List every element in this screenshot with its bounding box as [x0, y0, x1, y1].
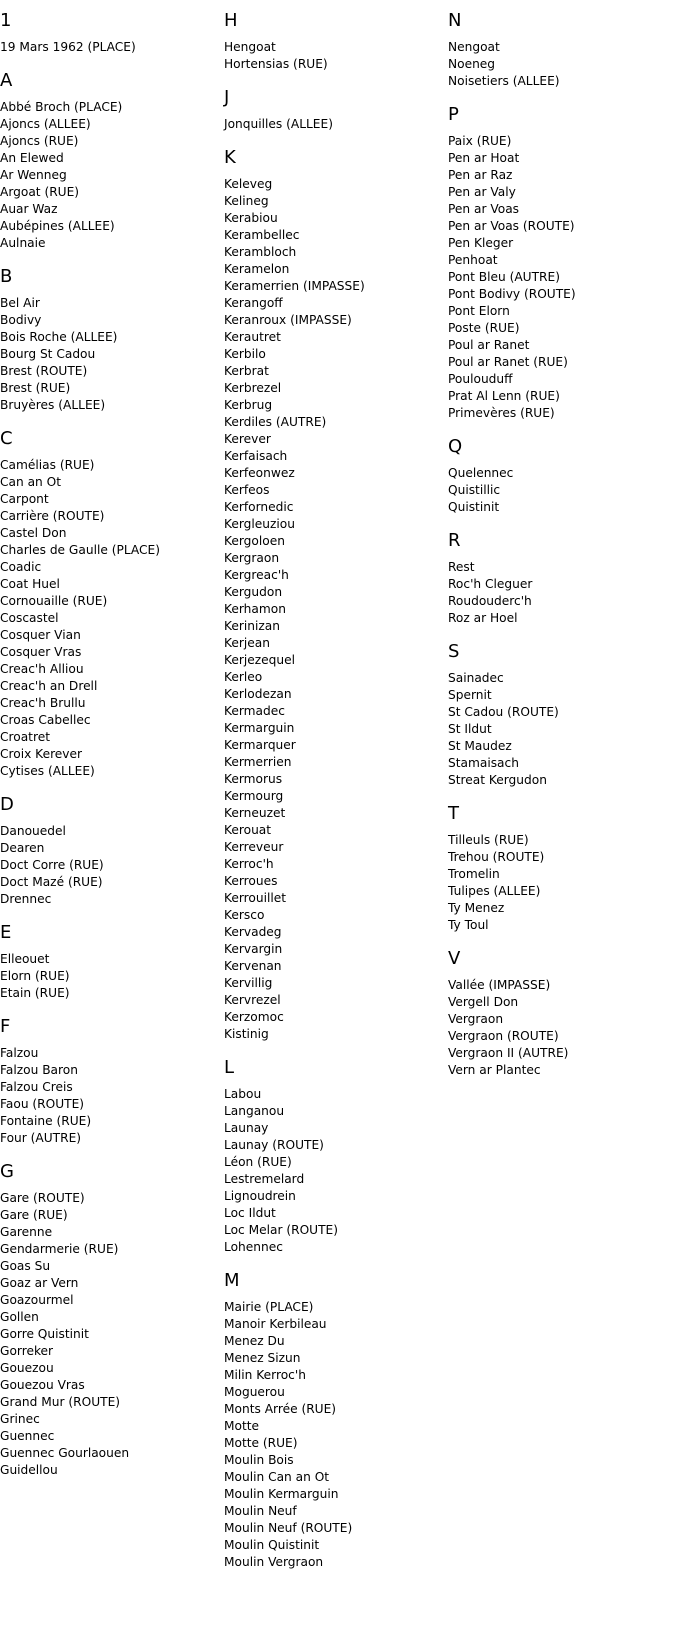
street-entry: Monts Arrée (RUE) [224, 1402, 337, 1416]
street-entry: Moulin Bois [224, 1453, 294, 1467]
street-entry: Loc Ildut [224, 1206, 276, 1220]
street-entry: Creac'h Alliou [0, 662, 84, 676]
street-entry: Coat Huel [0, 577, 60, 591]
street-entry: Streat Kergudon [448, 773, 547, 787]
street-entry: Primevères (RUE) [448, 406, 555, 420]
street-entry: Loc Melar (ROUTE) [224, 1223, 338, 1237]
street-entry: Kerroc'h [224, 857, 274, 871]
street-entry: St Maudez [448, 739, 512, 753]
street-entry: Kerbilo [224, 347, 266, 361]
street-entry: Guidellou [0, 1463, 58, 1477]
index-section [448, 641, 658, 789]
street-entry: Aulnaie [0, 236, 46, 250]
section-letter-heading: D [0, 794, 14, 815]
street-entry: Cosquer Vras [0, 645, 82, 659]
street-entry: Vergell Don [448, 995, 519, 1009]
section-letter-heading: V [448, 948, 461, 969]
street-entry: Moulin Kermarguin [224, 1487, 339, 1501]
street-entry: Doct Mazé (RUE) [0, 875, 103, 889]
street-list [448, 465, 658, 516]
street-index-column-2 [224, 0, 434, 1585]
street-entry: Milin Kerroc'h [224, 1368, 306, 1382]
street-list [448, 977, 658, 1079]
street-entry: St Ildut [448, 722, 492, 736]
index-section [448, 104, 658, 422]
street-list [0, 1045, 210, 1147]
street-entry: Bel Air [0, 296, 40, 310]
street-entry: Pen ar Raz [448, 168, 513, 182]
street-entry: Keleveg [224, 177, 273, 191]
street-entry: Carpont [0, 492, 49, 506]
street-entry: Hengoat [224, 40, 276, 54]
street-entry: Quistillic [448, 483, 501, 497]
street-index-column-1 [0, 0, 210, 1493]
street-entry: Kermourg [224, 789, 284, 803]
street-entry: Moulin Neuf (ROUTE) [224, 1521, 353, 1535]
street-entry: Moulin Neuf [224, 1504, 297, 1518]
street-entry: Kerever [224, 432, 271, 446]
section-letter-heading: N [448, 10, 462, 31]
street-entry: Paix (RUE) [448, 134, 512, 148]
street-entry: Kermarguin [224, 721, 295, 735]
street-entry: Kergoloen [224, 534, 285, 548]
street-entry: Gare (ROUTE) [0, 1191, 85, 1205]
street-entry: Lestremelard [224, 1172, 305, 1186]
street-entry: Roz ar Hoel [448, 611, 518, 625]
street-entry: Kerrouillet [224, 891, 287, 905]
index-section [224, 10, 434, 73]
street-entry: Vergraon (ROUTE) [448, 1029, 559, 1043]
street-entry: St Cadou (ROUTE) [448, 705, 559, 719]
index-section [0, 428, 210, 780]
street-entry: Drennec [0, 892, 52, 906]
street-entry: Croix Kerever [0, 747, 83, 761]
street-list [224, 1086, 434, 1256]
street-list [224, 176, 434, 1043]
street-entry: Kervillig [224, 976, 273, 990]
street-entry: Langanou [224, 1104, 285, 1118]
section-letter-heading: 1 [0, 10, 12, 31]
street-entry: Goazourmel [0, 1293, 74, 1307]
street-entry: Tromelin [448, 867, 500, 881]
street-entry: Etain (RUE) [0, 986, 70, 1000]
street-entry: Carrière (ROUTE) [0, 509, 105, 523]
street-entry: Moguerou [224, 1385, 285, 1399]
street-list [448, 832, 658, 934]
street-entry: Four (AUTRE) [0, 1131, 82, 1145]
street-entry: Noisetiers (ALLEE) [448, 74, 560, 88]
street-list [448, 39, 658, 90]
street-entry: Kerreveur [224, 840, 284, 854]
index-section [448, 436, 658, 516]
street-entry: Nengoat [448, 40, 500, 54]
street-entry: Kerjean [224, 636, 270, 650]
street-entry: Kerfaisach [224, 449, 288, 463]
street-entry: Poul ar Ranet (RUE) [448, 355, 568, 369]
street-entry: Gendarmerie (RUE) [0, 1242, 119, 1256]
street-entry: Gollen [0, 1310, 39, 1324]
street-entry: Keranroux (IMPASSE) [224, 313, 352, 327]
index-section [448, 803, 658, 934]
index-section [448, 948, 658, 1079]
street-entry: Croas Cabellec [0, 713, 91, 727]
section-letter-heading: E [0, 922, 12, 943]
street-entry: Kistinig [224, 1027, 269, 1041]
street-entry: Kermerrien [224, 755, 292, 769]
street-list [0, 823, 210, 908]
street-entry: Tilleuls (RUE) [448, 833, 529, 847]
street-entry: Trehou (ROUTE) [448, 850, 545, 864]
street-entry: Pen Kleger [448, 236, 514, 250]
street-entry: Kervargin [224, 942, 283, 956]
street-entry: Pen ar Voas (ROUTE) [448, 219, 575, 233]
section-letter-heading: F [0, 1016, 11, 1037]
street-entry: Kermadec [224, 704, 285, 718]
street-entry: Keramelon [224, 262, 290, 276]
street-entry: Coscastel [0, 611, 59, 625]
street-entry: Pen ar Voas [448, 202, 520, 216]
index-section [224, 1270, 434, 1571]
street-list [0, 295, 210, 414]
street-entry: Fontaine (RUE) [0, 1114, 92, 1128]
street-entry: Kerhamon [224, 602, 286, 616]
street-entry: Kermarquer [224, 738, 296, 752]
street-entry: Quistinit [448, 500, 500, 514]
index-section [0, 10, 210, 56]
section-letter-heading: R [448, 530, 461, 551]
section-letter-heading: Q [448, 436, 463, 457]
street-entry: Pen ar Valy [448, 185, 516, 199]
street-entry: Gorre Quistinit [0, 1327, 89, 1341]
street-entry: Bois Roche (ALLEE) [0, 330, 118, 344]
street-entry: Kervenan [224, 959, 282, 973]
street-entry: Camélias (RUE) [0, 458, 95, 472]
index-section [0, 1161, 210, 1479]
street-list [0, 951, 210, 1002]
section-letter-heading: H [224, 10, 238, 31]
street-entry: Moulin Can an Ot [224, 1470, 330, 1484]
street-index-column-3 [448, 0, 658, 1093]
street-entry: Kerbrezel [224, 381, 282, 395]
street-entry: Poste (RUE) [448, 321, 520, 335]
street-entry: Kerfornedic [224, 500, 294, 514]
street-entry: Kerambellec [224, 228, 300, 242]
street-entry: Kerbrug [224, 398, 273, 412]
street-list [0, 99, 210, 252]
street-entry: Bruyères (ALLEE) [0, 398, 106, 412]
section-letter-heading: G [0, 1161, 14, 1182]
street-entry: Brest (RUE) [0, 381, 71, 395]
street-entry: Gouezou [0, 1361, 54, 1375]
street-entry: Falzou Baron [0, 1063, 78, 1077]
street-entry: Lohennec [224, 1240, 283, 1254]
street-entry: Vern ar Plantec [448, 1063, 541, 1077]
street-entry: Rest [448, 560, 475, 574]
street-entry: Can an Ot [0, 475, 62, 489]
street-entry: Gouezou Vras [0, 1378, 85, 1392]
street-entry: Kerfeonwez [224, 466, 295, 480]
street-entry: Kerzomoc [224, 1010, 284, 1024]
street-entry: Creac'h Brullu [0, 696, 86, 710]
index-section [0, 70, 210, 252]
street-entry: Hortensias (RUE) [224, 57, 328, 71]
street-entry: Stamaisach [448, 756, 519, 770]
street-entry: Croatret [0, 730, 50, 744]
street-entry: Ajoncs (RUE) [0, 134, 79, 148]
street-entry: Menez Sizun [224, 1351, 301, 1365]
street-entry: Pont Elorn [448, 304, 510, 318]
street-entry: Launay [224, 1121, 269, 1135]
street-entry: Gare (RUE) [0, 1208, 68, 1222]
street-entry: Kerinizan [224, 619, 280, 633]
street-entry: Mairie (PLACE) [224, 1300, 314, 1314]
street-entry: Kerautret [224, 330, 281, 344]
street-entry: Ty Toul [448, 918, 489, 932]
street-entry: Guennec [0, 1429, 55, 1443]
street-entry: Bourg St Cadou [0, 347, 96, 361]
street-list [448, 559, 658, 627]
street-entry: Moulin Vergraon [224, 1555, 324, 1569]
street-entry: Grinec [0, 1412, 40, 1426]
street-entry: Kerdiles (AUTRE) [224, 415, 327, 429]
street-entry: Manoir Kerbileau [224, 1317, 327, 1331]
street-entry: Grand Mur (ROUTE) [0, 1395, 121, 1409]
street-entry: Auar Waz [0, 202, 58, 216]
section-letter-heading: S [448, 641, 460, 662]
street-entry: Poulouduff [448, 372, 513, 386]
street-entry: Poul ar Ranet [448, 338, 530, 352]
street-entry: Labou [224, 1087, 262, 1101]
street-list [0, 39, 210, 56]
street-entry: Cytises (ALLEE) [0, 764, 95, 778]
section-letter-heading: C [0, 428, 13, 449]
street-entry: Quelennec [448, 466, 514, 480]
street-entry: Charles de Gaulle (PLACE) [0, 543, 160, 557]
street-entry: Kerneuzet [224, 806, 286, 820]
street-entry: Vallée (IMPASSE) [448, 978, 551, 992]
street-entry: Noeneg [448, 57, 496, 71]
street-entry: Kervadeg [224, 925, 282, 939]
street-entry: Creac'h an Drell [0, 679, 98, 693]
street-entry: Roc'h Cleguer [448, 577, 533, 591]
street-entry: Kermorus [224, 772, 283, 786]
street-entry: Moulin Quistinit [224, 1538, 320, 1552]
street-entry: Doct Corre (RUE) [0, 858, 104, 872]
street-entry: Kerbrat [224, 364, 269, 378]
section-letter-heading: A [0, 70, 13, 91]
street-entry: Kergraon [224, 551, 280, 565]
street-entry: 19 Mars 1962 (PLACE) [0, 40, 136, 54]
section-letter-heading: B [0, 266, 13, 287]
street-entry: Garenne [0, 1225, 53, 1239]
street-list [448, 670, 658, 789]
street-list [0, 1190, 210, 1479]
street-entry: Danouedel [0, 824, 66, 838]
street-entry: Pen ar Hoat [448, 151, 520, 165]
street-entry: Sainadec [448, 671, 504, 685]
street-entry: Menez Du [224, 1334, 285, 1348]
street-entry: Falzou Creis [0, 1080, 73, 1094]
index-section [224, 147, 434, 1043]
street-entry: Kelineg [224, 194, 269, 208]
street-entry: Gorreker [0, 1344, 54, 1358]
street-entry: Aubépines (ALLEE) [0, 219, 115, 233]
street-entry: Cosquer Vian [0, 628, 81, 642]
street-entry: Kerlodezan [224, 687, 292, 701]
street-entry: Kerfeos [224, 483, 270, 497]
index-section [0, 266, 210, 414]
street-entry: Kerjezequel [224, 653, 296, 667]
section-letter-heading: M [224, 1270, 240, 1291]
street-entry: Roudouderc'h [448, 594, 532, 608]
street-entry: Penhoat [448, 253, 498, 267]
street-entry: Pont Bleu (AUTRE) [448, 270, 560, 284]
street-entry: Pont Bodivy (ROUTE) [448, 287, 576, 301]
street-entry: Ty Menez [448, 901, 505, 915]
section-letter-heading: L [224, 1057, 235, 1078]
street-entry: Faou (ROUTE) [0, 1097, 85, 1111]
street-entry: Motte [224, 1419, 260, 1433]
street-entry: Kergudon [224, 585, 283, 599]
street-entry: Launay (ROUTE) [224, 1138, 324, 1152]
street-entry: Ajoncs (ALLEE) [0, 117, 91, 131]
street-entry: Kerabiou [224, 211, 278, 225]
street-entry: Jonquilles (ALLEE) [224, 117, 333, 131]
street-entry: Ar Wenneg [0, 168, 67, 182]
street-entry: Elleouet [0, 952, 50, 966]
street-entry: Spernit [448, 688, 492, 702]
street-entry: Kergreac'h [224, 568, 289, 582]
index-section [224, 1057, 434, 1256]
street-list [224, 39, 434, 73]
index-section [0, 922, 210, 1002]
section-letter-heading: K [224, 147, 236, 168]
street-entry: An Elewed [0, 151, 64, 165]
street-entry: Kerroues [224, 874, 278, 888]
street-entry: Prat Al Lenn (RUE) [448, 389, 560, 403]
street-entry: Kervrezel [224, 993, 281, 1007]
street-list [0, 457, 210, 780]
street-entry: Coadic [0, 560, 42, 574]
street-entry: Elorn (RUE) [0, 969, 70, 983]
street-entry: Abbé Broch (PLACE) [0, 100, 123, 114]
street-list [224, 1299, 434, 1571]
street-list [448, 133, 658, 422]
street-entry: Motte (RUE) [224, 1436, 298, 1450]
street-entry: Kerangoff [224, 296, 283, 310]
section-letter-heading: T [448, 803, 459, 824]
street-entry: Kergleuziou [224, 517, 295, 531]
index-section [448, 10, 658, 90]
street-entry: Kerouat [224, 823, 272, 837]
street-entry: Cornouaille (RUE) [0, 594, 108, 608]
street-entry: Tulipes (ALLEE) [448, 884, 541, 898]
index-section [224, 87, 434, 133]
index-section [0, 794, 210, 908]
street-entry: Kersco [224, 908, 265, 922]
street-entry: Vergraon [448, 1012, 504, 1026]
street-entry: Brest (ROUTE) [0, 364, 88, 378]
street-entry: Guennec Gourlaouen [0, 1446, 130, 1460]
street-entry: Vergraon II (AUTRE) [448, 1046, 569, 1060]
street-entry: Argoat (RUE) [0, 185, 80, 199]
street-entry: Léon (RUE) [224, 1155, 292, 1169]
section-letter-heading: P [448, 104, 459, 125]
street-list [224, 116, 434, 133]
street-entry: Keramerrien (IMPASSE) [224, 279, 365, 293]
index-section [448, 530, 658, 627]
street-entry: Lignoudrein [224, 1189, 296, 1203]
street-entry: Bodivy [0, 313, 42, 327]
street-entry: Goaz ar Vern [0, 1276, 79, 1290]
section-letter-heading: J [224, 87, 230, 108]
street-entry: Kerleo [224, 670, 263, 684]
street-entry: Dearen [0, 841, 45, 855]
street-entry: Falzou [0, 1046, 39, 1060]
index-section [0, 1016, 210, 1147]
street-entry: Goas Su [0, 1259, 51, 1273]
street-entry: Castel Don [0, 526, 67, 540]
street-entry: Kerambloch [224, 245, 297, 259]
